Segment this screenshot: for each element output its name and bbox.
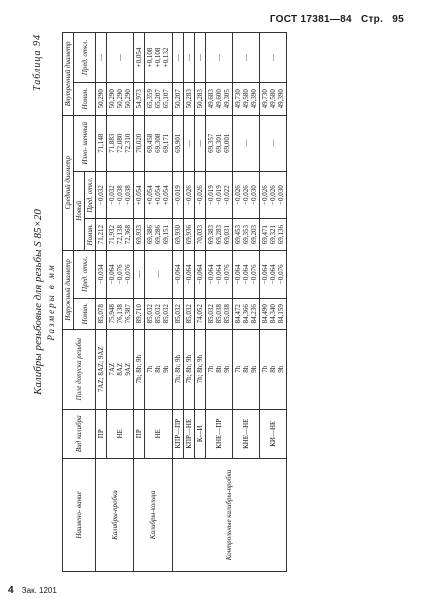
cell-m-nom: 69,383 69,283 69,031 [205,219,232,250]
cell-i-pred: — [96,33,107,83]
cell-tol: 7h; 8h; 9h [134,329,145,409]
cell-o-pred: −0,034 [96,250,107,298]
cell-kind: КПР—ПР [172,409,183,458]
cell-o-nom: 75,948 76,138 76,387 [107,298,134,329]
cell-tol: 7AZ 8AZ 9AZ [107,329,134,409]
cell-m-pred: −0,026 [183,171,194,219]
cell-m-nom: 69,930 [172,219,183,250]
cell-m-pred: −0,019 −0,019 −0,022 [205,171,232,219]
cell-i-pred: +0,054 [134,33,145,83]
cell-kind: КНЕ—НЕ [232,409,259,458]
cell-i-pred: — [259,33,286,83]
cell-m-worn: 69,458 69,308 69,171 [145,115,172,171]
cell-tol: 7h 8h 9h [232,329,259,409]
table-row [172,33,183,572]
cell-m-worn: — [183,115,194,171]
cell-o-nom: 89,710 [134,298,145,329]
col-inner: Внутренний диаметр [63,33,74,116]
cell-o-pred: −0,064 −0,064 −0,076 [205,250,232,298]
cell-kind: ПР [134,409,145,458]
cell-m-pred: +0,054 +0,054 +0,054 [145,171,172,219]
table-row [96,33,107,572]
cell-m-worn: 69,357 69,301 69,001 [205,115,232,171]
cell-tol: 7AZ; 8AZ; 9AZ [96,329,107,409]
cell-o-nom: 85,032 [172,298,183,329]
table-subtitle: Размеры в мм [46,263,56,341]
cell-m-pred: −0,019 [172,171,183,219]
cell-m-nom: 69,933 [134,219,145,250]
cell-tol: 7h; 8h; 9h [194,329,205,409]
cell-kind: НЕ [145,409,172,458]
cell-o-pred: −0,064 [183,250,194,298]
cell-m-worn: 71,148 [96,115,107,171]
cell-i-nom: 50,290 50,290 50,290 [107,82,134,115]
footer-page-number: 4 [8,585,14,596]
page-footer [8,585,57,596]
col-middle: Средний диаметр [63,115,74,250]
cell-m-pred: −0,026 −0,026 −0,030 [232,171,259,219]
cell-i-nom: 49,730 49,580 49,390 [259,82,286,115]
cell-tol: 7h 8h 9h [205,329,232,409]
cell-o-nom: 85,032 [183,298,194,329]
col-middle-nom: Номин. [85,219,96,250]
cell-i-nom: 50,207 [172,82,183,115]
calibers-table [62,32,287,572]
col-middle-worn: Изно- шенный [74,115,96,171]
col-middle-new: Новый [74,171,85,250]
cell-m-nom: 69,936 [183,219,194,250]
cell-o-pred: −0,064 [172,250,183,298]
cell-o-pred: — [134,250,145,298]
footer-order: Зак. 1201 [21,586,57,595]
cell-m-worn: 69,901 [172,115,183,171]
cell-m-nom: 70,033 [194,219,205,250]
cell-i-nom: 50,283 [183,82,194,115]
cell-m-nom: 69,471 69,321 69,136 [259,219,286,250]
cell-i-nom: 54,973 [134,82,145,115]
cell-m-worn: — [232,115,259,171]
page-label: Стр. [360,14,384,25]
cell-o-nom: 84,490 84,340 84,159 [259,298,286,329]
cell-m-pred: −0,032 −0,038 −0,038 [107,171,134,219]
group-label: Калибры-пробки [96,458,134,571]
cell-m-pred: +0,054 [134,171,145,219]
cell-tol: 7h 8h 9h [145,329,172,409]
cell-i-pred: — [172,33,183,83]
cell-m-nom: 69,453 69,353 69,203 [232,219,259,250]
cell-o-pred: −0,064 [194,250,205,298]
cell-i-pred: — [183,33,194,83]
cell-m-nom: 71,212 [96,219,107,250]
rotated-content [32,32,392,572]
cell-i-pred: — [232,33,259,83]
cell-o-nom: 85,032 85,032 85,032 [145,298,172,329]
cell-i-pred: — [205,33,232,83]
cell-o-nom: 85,032 85,038 85,038 [205,298,232,329]
cell-m-pred: −0,026 [194,171,205,219]
table-number: Таблица 94 [32,34,43,91]
cell-m-worn: 71,883 72,080 72,310 [107,115,134,171]
col-outer-nom: Номин. [74,298,96,329]
cell-i-nom: 49,730 49,580 49,390 [232,82,259,115]
cell-o-nom: 74,052 [194,298,205,329]
cell-m-worn: — [259,115,286,171]
cell-m-worn: 70,020 [134,115,145,171]
table-body [96,33,287,572]
cell-i-pred: — [194,33,205,83]
col-name: Наимено- вание [63,458,96,571]
cell-tol: 7h; 8h; 9h [172,329,183,409]
cell-kind: К—И [194,409,205,458]
cell-m-nom: 69,386 69,286 69,151 [145,219,172,250]
cell-tol: 7h 8h 9h [259,329,286,409]
cell-o-pred: −0,064 −0,076 −0,076 [107,250,134,298]
cell-kind: КИ—НЕ [259,409,286,458]
group-label: Контрольные калибры-пробки [172,458,287,571]
cell-m-pred: −0,032 [96,171,107,219]
cell-m-worn: — [194,115,205,171]
standard-code: ГОСТ 17381—84 [269,14,352,25]
page-header [264,14,404,25]
group-label: Калибры-кольца [134,458,172,571]
cell-i-pred: — [107,33,134,83]
cell-kind: КПР—НЕ [183,409,194,458]
cell-i-nom: 65,359 65,207 65,107 [145,82,172,115]
col-inner-nom: Номин. [74,82,96,115]
cell-o-pred: −0,064 −0,064 −0,076 [232,250,259,298]
col-tol: Поле допуска резьбы [63,329,96,409]
cell-i-pred: +0,108 +0,108 +0,132 [145,33,172,83]
cell-i-nom: 49,683 49,600 49,305 [205,82,232,115]
cell-kind: КНЕ—ПР [205,409,232,458]
col-kind: Вид калибра [63,409,96,458]
cell-m-nom: 71,932 72,138 72,368 [107,219,134,250]
col-middle-pred: Пред. откл. [85,171,96,219]
cell-kind: НЕ [107,409,134,458]
col-inner-pred: Пред. откл. [74,33,96,83]
col-outer: Наружный диаметр [63,250,74,329]
cell-kind: ПР [96,409,107,458]
cell-m-pred: −0,026 −0,026 −0,030 [259,171,286,219]
col-outer-pred: Пред. откл. [74,250,96,298]
cell-o-nom: 84,472 84,366 84,236 [232,298,259,329]
cell-tol: 7h; 8h; 9h [183,329,194,409]
table-title: Калибры резьбовые для резьбы S 85×20 [32,209,44,395]
cell-o-pred: −0,064 −0,064 −0,076 [259,250,286,298]
cell-o-pred: — [145,250,172,298]
table-row [134,33,145,572]
cell-i-nom: 50,283 [194,82,205,115]
cell-i-nom: 50,290 [96,82,107,115]
page-number: 95 [392,14,404,25]
cell-o-nom: 85,078 [96,298,107,329]
